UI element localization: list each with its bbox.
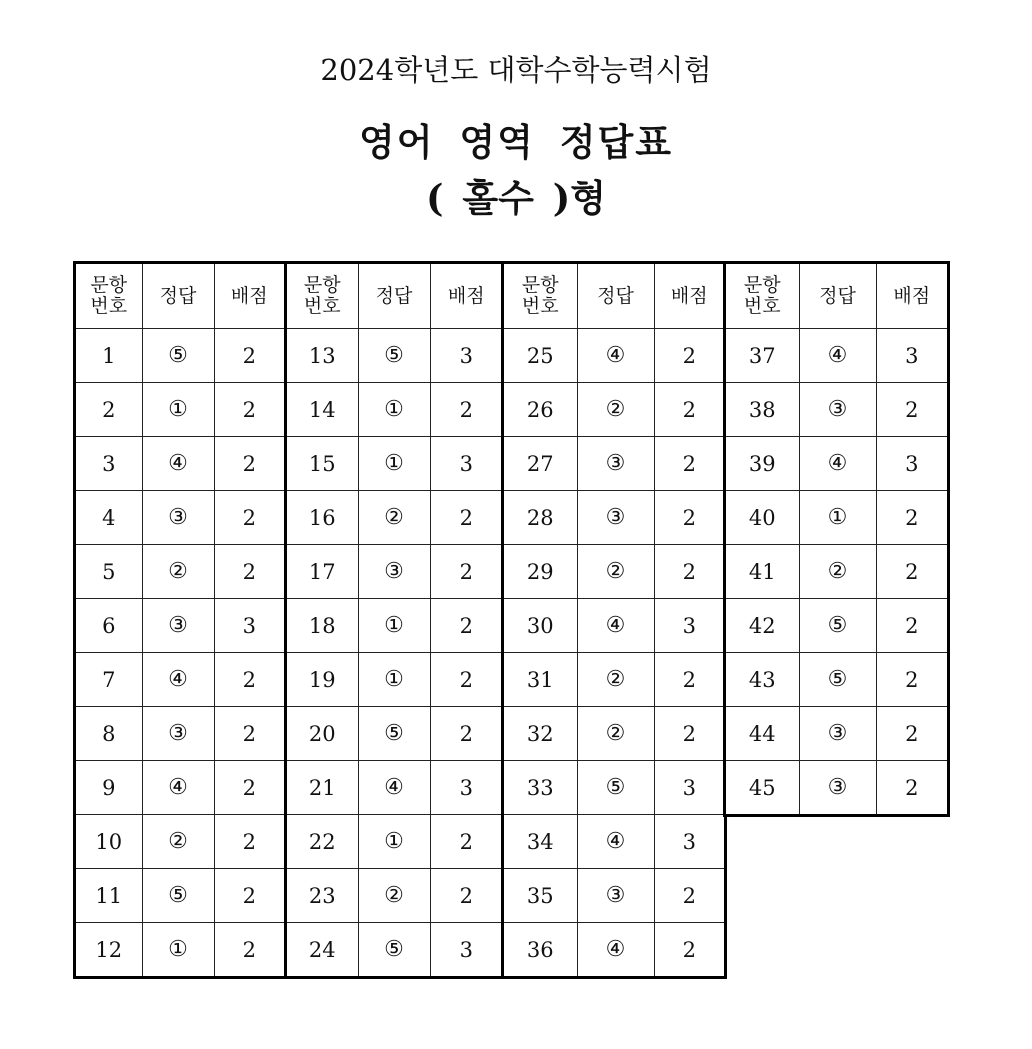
table-row — [287, 815, 502, 869]
points-value: 2 — [430, 869, 502, 923]
answer-block-2 — [284, 261, 505, 979]
question-number: 30 — [504, 599, 577, 653]
table-row — [287, 599, 502, 653]
answer-choice: ④ — [577, 599, 654, 653]
answer-choice: ③ — [577, 437, 654, 491]
answer-choice: ② — [577, 707, 654, 761]
table-row — [287, 707, 502, 761]
header-number-line1: 문항 — [90, 274, 128, 296]
points-value: 2 — [654, 707, 724, 761]
header-answer: 정답 — [577, 264, 654, 329]
subject-title: 영어 영역 정답표 — [359, 120, 673, 164]
table-row — [287, 437, 502, 491]
answer-choice: ③ — [577, 869, 654, 923]
exam-title: 2024학년도 대학수학능력시험 — [320, 53, 712, 87]
table-row — [504, 383, 724, 437]
table-row — [504, 653, 724, 707]
question-number: 9 — [76, 761, 142, 815]
answer-choice: ② — [358, 869, 430, 923]
answer-choice: ④ — [358, 761, 430, 815]
question-number: 44 — [726, 707, 799, 761]
points-value: 2 — [876, 491, 947, 545]
question-number: 10 — [76, 815, 142, 869]
answer-choice: ④ — [142, 653, 214, 707]
points-value: 2 — [654, 383, 724, 437]
header-points: 배점 — [876, 264, 947, 329]
question-number: 36 — [504, 923, 577, 977]
answer-block-1 — [73, 261, 287, 979]
points-value: 3 — [430, 437, 502, 491]
header-question-number — [287, 264, 358, 329]
points-value: 2 — [876, 545, 947, 599]
answer-choice: ① — [142, 383, 214, 437]
answer-choice: ① — [358, 815, 430, 869]
table-row — [76, 545, 284, 599]
question-number: 4 — [76, 491, 142, 545]
points-value: 2 — [430, 815, 502, 869]
question-number: 32 — [504, 707, 577, 761]
answer-choice: ② — [577, 383, 654, 437]
answer-table — [287, 264, 502, 976]
points-value: 3 — [654, 761, 724, 815]
points-value: 3 — [654, 599, 724, 653]
question-number: 16 — [287, 491, 358, 545]
table-row — [76, 599, 284, 653]
answer-choice: ① — [799, 491, 876, 545]
points-value: 2 — [430, 383, 502, 437]
table-row — [504, 761, 724, 815]
answer-choice: ④ — [799, 329, 876, 383]
question-number: 27 — [504, 437, 577, 491]
table-row — [76, 491, 284, 545]
points-value: 3 — [654, 815, 724, 869]
answer-choice: ③ — [577, 491, 654, 545]
answer-choice: ⑤ — [799, 599, 876, 653]
answer-choice: ⑤ — [358, 923, 430, 977]
points-value: 2 — [654, 491, 724, 545]
table-row — [287, 761, 502, 815]
question-number: 3 — [76, 437, 142, 491]
table-row — [76, 329, 284, 383]
answer-choice: ① — [358, 437, 430, 491]
answer-choice: ① — [142, 923, 214, 977]
header-row — [76, 264, 284, 329]
answer-choice: ⑤ — [358, 707, 430, 761]
table-row — [726, 491, 947, 545]
table-row — [726, 653, 947, 707]
header-question-number — [76, 264, 142, 329]
table-row — [726, 545, 947, 599]
answer-choice: ④ — [577, 923, 654, 977]
question-number: 5 — [76, 545, 142, 599]
question-number: 34 — [504, 815, 577, 869]
header-points: 배점 — [214, 264, 284, 329]
table-row — [76, 653, 284, 707]
points-value: 2 — [214, 707, 284, 761]
table-row — [287, 869, 502, 923]
answer-choice: ④ — [142, 761, 214, 815]
question-number: 8 — [76, 707, 142, 761]
answer-choice: ④ — [577, 815, 654, 869]
question-number: 37 — [726, 329, 799, 383]
header-number-line2: 번호 — [90, 295, 128, 317]
header-answer: 정답 — [799, 264, 876, 329]
points-value: 2 — [430, 707, 502, 761]
points-value: 3 — [430, 329, 502, 383]
answer-choice: ③ — [358, 545, 430, 599]
points-value: 3 — [430, 761, 502, 815]
points-value: 2 — [214, 437, 284, 491]
question-number: 21 — [287, 761, 358, 815]
answer-choice: ⑤ — [142, 329, 214, 383]
question-number: 41 — [726, 545, 799, 599]
question-number: 23 — [287, 869, 358, 923]
question-number: 42 — [726, 599, 799, 653]
header-number-line2: 번호 — [521, 295, 559, 317]
points-value: 2 — [430, 599, 502, 653]
question-number: 17 — [287, 545, 358, 599]
answer-choice: ⑤ — [142, 869, 214, 923]
answer-choice: ② — [799, 545, 876, 599]
table-row — [287, 329, 502, 383]
answer-choice: ③ — [142, 491, 214, 545]
question-number: 28 — [504, 491, 577, 545]
points-value: 2 — [214, 545, 284, 599]
question-number: 20 — [287, 707, 358, 761]
points-value: 2 — [876, 383, 947, 437]
table-row — [504, 923, 724, 977]
points-value: 2 — [654, 329, 724, 383]
table-row — [726, 329, 947, 383]
question-number: 7 — [76, 653, 142, 707]
question-number: 38 — [726, 383, 799, 437]
table-row — [726, 383, 947, 437]
answer-choice: ② — [577, 545, 654, 599]
header-number-line1: 문항 — [743, 274, 781, 296]
question-number: 12 — [76, 923, 142, 977]
points-value: 2 — [654, 437, 724, 491]
question-number: 40 — [726, 491, 799, 545]
table-row — [287, 491, 502, 545]
answer-choice: ③ — [142, 707, 214, 761]
table-row — [287, 653, 502, 707]
table-row — [287, 923, 502, 977]
question-number: 31 — [504, 653, 577, 707]
question-number: 15 — [287, 437, 358, 491]
question-number: 24 — [287, 923, 358, 977]
points-value: 2 — [214, 653, 284, 707]
answer-choice: ② — [142, 815, 214, 869]
table-row — [76, 707, 284, 761]
header-number-line2: 번호 — [303, 295, 341, 317]
points-value: 2 — [876, 761, 947, 815]
answer-choice: ④ — [142, 437, 214, 491]
table-row — [504, 599, 724, 653]
points-value: 2 — [214, 329, 284, 383]
question-number: 22 — [287, 815, 358, 869]
header-number-line1: 문항 — [521, 274, 559, 296]
answer-block-4 — [723, 261, 950, 817]
question-number: 11 — [76, 869, 142, 923]
question-number: 45 — [726, 761, 799, 815]
points-value: 3 — [876, 437, 947, 491]
header-number-line1: 문항 — [303, 274, 341, 296]
table-row — [504, 437, 724, 491]
points-value: 2 — [654, 545, 724, 599]
header-number-line2: 번호 — [743, 295, 781, 317]
header-answer: 정답 — [358, 264, 430, 329]
points-value: 2 — [214, 383, 284, 437]
points-value: 2 — [214, 815, 284, 869]
question-number: 13 — [287, 329, 358, 383]
points-value: 2 — [876, 707, 947, 761]
points-value: 3 — [876, 329, 947, 383]
question-number: 25 — [504, 329, 577, 383]
answer-choice: ③ — [142, 599, 214, 653]
table-row — [76, 923, 284, 977]
answer-choice: ② — [358, 491, 430, 545]
points-value: 2 — [876, 653, 947, 707]
answer-choice: ② — [142, 545, 214, 599]
table-row — [726, 761, 947, 815]
points-value: 2 — [430, 545, 502, 599]
form-type: ( 홀수 )형 — [425, 176, 606, 220]
question-number: 35 — [504, 869, 577, 923]
points-value: 2 — [214, 923, 284, 977]
table-row — [76, 815, 284, 869]
table-row — [504, 815, 724, 869]
answer-choice: ④ — [577, 329, 654, 383]
answer-choice: ③ — [799, 383, 876, 437]
table-row — [76, 383, 284, 437]
question-number: 33 — [504, 761, 577, 815]
table-row — [726, 599, 947, 653]
answer-table — [504, 264, 724, 976]
question-number: 18 — [287, 599, 358, 653]
header-answer: 정답 — [142, 264, 214, 329]
table-row — [76, 761, 284, 815]
answer-choice: ③ — [799, 761, 876, 815]
question-number: 39 — [726, 437, 799, 491]
header-question-number — [504, 264, 577, 329]
header-row — [287, 264, 502, 329]
table-row — [287, 383, 502, 437]
points-value: 2 — [876, 599, 947, 653]
answer-table — [726, 264, 947, 814]
points-value: 2 — [214, 761, 284, 815]
header-row — [726, 264, 947, 329]
question-number: 2 — [76, 383, 142, 437]
answer-choice: ⑤ — [799, 653, 876, 707]
points-value: 2 — [430, 491, 502, 545]
answer-choice: ① — [358, 653, 430, 707]
answer-choice: ① — [358, 383, 430, 437]
table-row — [504, 869, 724, 923]
table-row — [287, 545, 502, 599]
question-number: 6 — [76, 599, 142, 653]
header-points: 배점 — [430, 264, 502, 329]
question-number: 14 — [287, 383, 358, 437]
header-question-number — [726, 264, 799, 329]
answer-table — [76, 264, 284, 976]
question-number: 26 — [504, 383, 577, 437]
answer-block-3 — [501, 261, 727, 979]
answer-choice: ① — [358, 599, 430, 653]
table-row — [504, 545, 724, 599]
table-row — [76, 869, 284, 923]
points-value: 2 — [214, 869, 284, 923]
table-row — [76, 437, 284, 491]
question-number: 1 — [76, 329, 142, 383]
answer-choice: ⑤ — [358, 329, 430, 383]
answer-choice: ④ — [799, 437, 876, 491]
table-row — [504, 491, 724, 545]
points-value: 2 — [214, 491, 284, 545]
table-row — [504, 329, 724, 383]
points-value: 3 — [214, 599, 284, 653]
question-number: 29 — [504, 545, 577, 599]
answer-choice: ② — [577, 653, 654, 707]
answer-choice: ⑤ — [577, 761, 654, 815]
table-row — [726, 437, 947, 491]
points-value: 3 — [430, 923, 502, 977]
answer-choice: ③ — [799, 707, 876, 761]
points-value: 2 — [654, 653, 724, 707]
question-number: 19 — [287, 653, 358, 707]
header-points: 배점 — [654, 264, 724, 329]
points-value: 2 — [654, 869, 724, 923]
table-row — [726, 707, 947, 761]
header-row — [504, 264, 724, 329]
points-value: 2 — [654, 923, 724, 977]
question-number: 43 — [726, 653, 799, 707]
table-row — [504, 707, 724, 761]
points-value: 2 — [430, 653, 502, 707]
